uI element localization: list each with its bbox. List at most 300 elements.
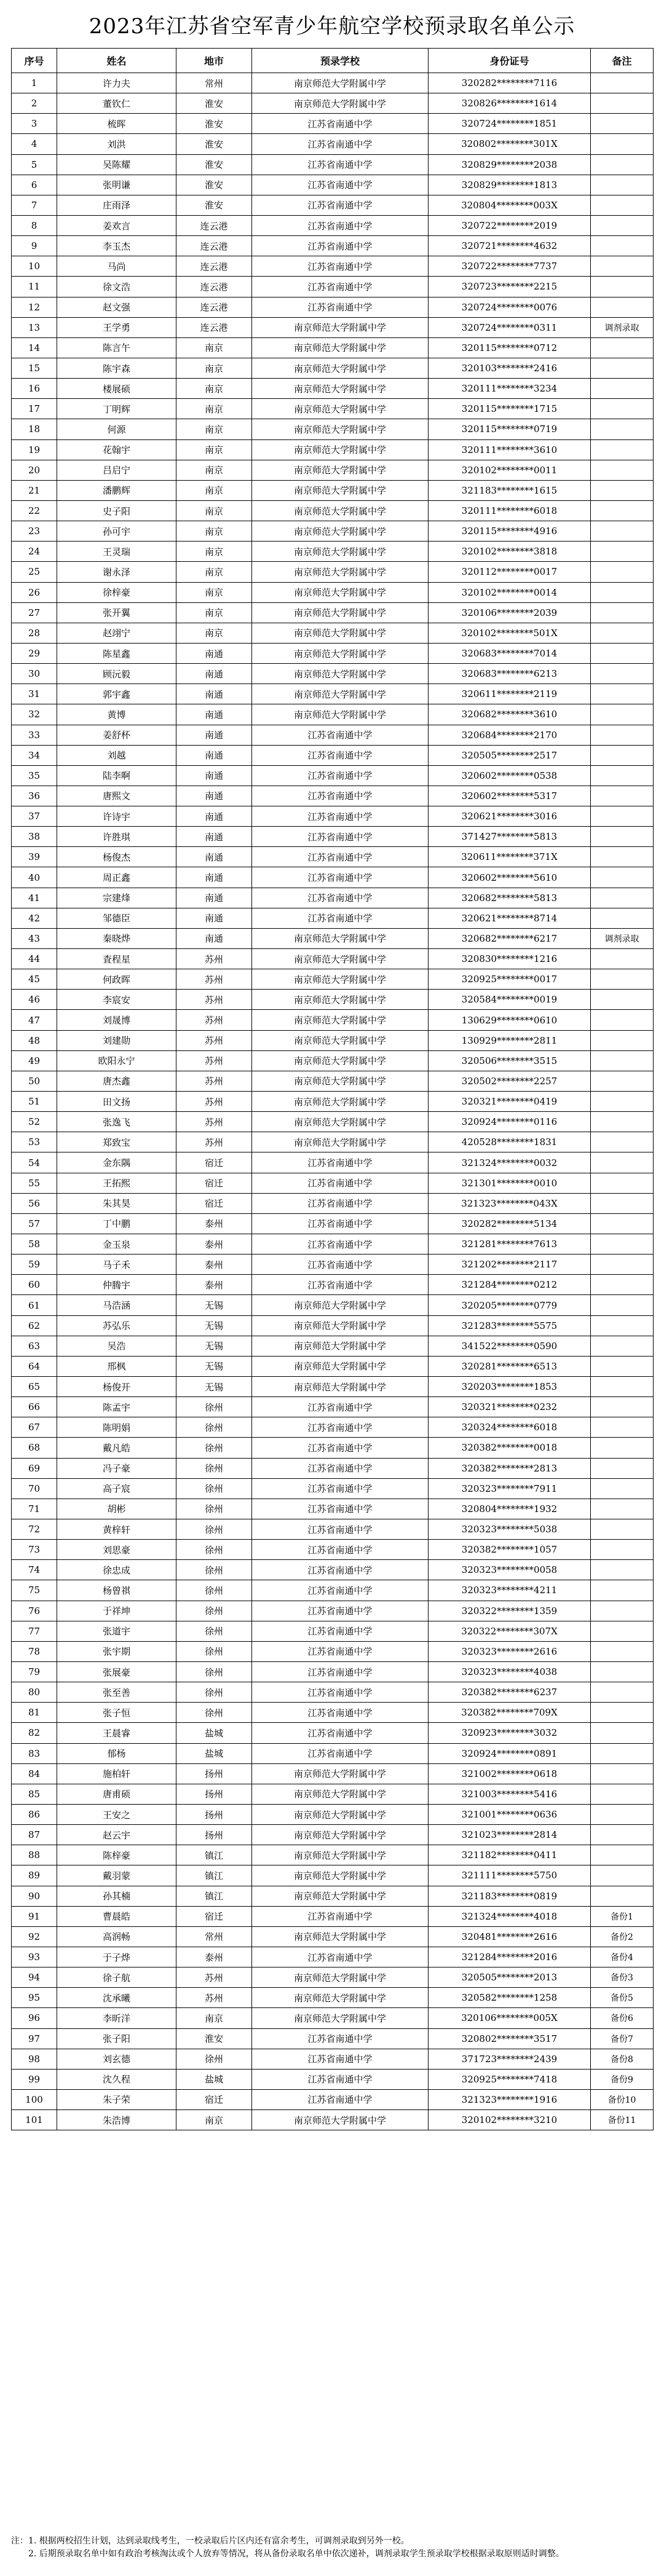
cell-id: 320826********1614 <box>429 93 591 114</box>
cell-city: 苏州 <box>176 1092 252 1112</box>
cell-id: 320115********0712 <box>429 337 591 358</box>
cell-no: 47 <box>12 1010 57 1030</box>
cell-school: 江苏省南通中学 <box>252 236 429 256</box>
cell-city: 淮安 <box>176 154 252 175</box>
table-row <box>12 277 654 297</box>
cell-city: 镇江 <box>176 1845 252 1865</box>
table-row <box>12 1234 654 1255</box>
footnote-1: 注：1. 根据两校招生计划，达到录取线考生，一校录取后片区内还有富余考生，可调剂录取到另外一校。 <box>11 2536 409 2546</box>
cell-school: 江苏省南通中学 <box>252 1417 429 1438</box>
cell-name: 陈星鑫 <box>57 643 176 663</box>
cell-id: 320723********2215 <box>429 277 591 297</box>
cell-id: 320804********1932 <box>429 1499 591 1519</box>
cell-school: 江苏省南通中学 <box>252 1397 429 1417</box>
footnotes <box>11 2535 653 2561</box>
cell-school: 南京师范大学附属中学 <box>252 602 429 623</box>
cell-no: 29 <box>12 643 57 663</box>
cell-id: 321324********0032 <box>429 1152 591 1173</box>
cell-no: 61 <box>12 1295 57 1315</box>
cell-note <box>591 1092 654 1112</box>
cell-name: 杨俊杰 <box>57 847 176 867</box>
cell-name: 吴陈耀 <box>57 154 176 175</box>
table-row <box>12 2069 654 2089</box>
cell-city: 连云港 <box>176 297 252 317</box>
cell-id: 320923********3032 <box>429 1723 591 1743</box>
table-row <box>12 765 654 786</box>
cell-school: 南京师范大学附属中学 <box>252 664 429 684</box>
cell-id: 321323********1916 <box>429 2089 591 2109</box>
cell-city: 镇江 <box>176 1865 252 1886</box>
cell-city: 南通 <box>176 664 252 684</box>
cell-note <box>591 358 654 378</box>
cell-name: 唐杰鑫 <box>57 1071 176 1091</box>
cell-no: 65 <box>12 1377 57 1397</box>
cell-school: 南京师范大学附属中学 <box>252 1804 429 1824</box>
cell-name: 张明谦 <box>57 175 176 195</box>
cell-id: 320323********7911 <box>429 1478 591 1499</box>
cell-id: 321323********043X <box>429 1193 591 1213</box>
cell-school: 南京师范大学附属中学 <box>252 460 429 480</box>
cell-name: 王灵瑞 <box>57 542 176 562</box>
table-row <box>12 2110 654 2130</box>
cell-id: 371427********5813 <box>429 827 591 847</box>
cell-id: 320382********6237 <box>429 1682 591 1703</box>
cell-note <box>591 867 654 888</box>
cell-id: 320111********3234 <box>429 379 591 399</box>
cell-name: 唐甫硕 <box>57 1784 176 1804</box>
cell-name: 曹晨皓 <box>57 1906 176 1926</box>
table-row <box>12 1621 654 1641</box>
cell-note <box>591 1071 654 1091</box>
cell-note <box>591 847 654 867</box>
cell-note <box>591 1458 654 1478</box>
cell-no: 89 <box>12 1865 57 1886</box>
cell-name: 张至善 <box>57 1682 176 1703</box>
cell-no: 72 <box>12 1519 57 1539</box>
cell-id: 320724********0311 <box>429 317 591 337</box>
cell-id: 320323********0058 <box>429 1560 591 1580</box>
cell-school: 南京师范大学附属中学 <box>252 93 429 114</box>
cell-id: 320602********0538 <box>429 765 591 786</box>
cell-name: 欧阳永宁 <box>57 1050 176 1071</box>
table-row <box>12 1641 654 1661</box>
cell-city: 苏州 <box>176 1132 252 1152</box>
cell-name: 高润畅 <box>57 1926 176 1947</box>
table-row <box>12 195 654 215</box>
cell-id: 320115********1715 <box>429 399 591 419</box>
cell-name: 刘晟博 <box>57 1010 176 1030</box>
cell-id: 320830********1216 <box>429 949 591 969</box>
cell-city: 徐州 <box>176 1560 252 1580</box>
cell-name: 秦晓烨 <box>57 928 176 948</box>
cell-name: 姜舒杯 <box>57 725 176 745</box>
cell-id: 320802********301X <box>429 134 591 154</box>
cell-city: 连云港 <box>176 256 252 277</box>
cell-note <box>591 500 654 521</box>
cell-id: 321183********1615 <box>429 480 591 500</box>
cell-note <box>591 1703 654 1723</box>
cell-school: 江苏省南通中学 <box>252 1682 429 1703</box>
table-row <box>12 1377 654 1397</box>
cell-note <box>591 1804 654 1824</box>
cell-no: 66 <box>12 1397 57 1417</box>
cell-school: 江苏省南通中学 <box>252 725 429 745</box>
cell-school: 江苏省南通中学 <box>252 2028 429 2049</box>
cell-city: 常州 <box>176 73 252 93</box>
cell-name: 郁杨 <box>57 1743 176 1763</box>
table-row <box>12 297 654 317</box>
cell-note <box>591 1377 654 1397</box>
cell-city: 南京 <box>176 439 252 460</box>
cell-id: 320112********0017 <box>429 562 591 582</box>
cell-note <box>591 1234 654 1255</box>
cell-school: 江苏省南通中学 <box>252 297 429 317</box>
cell-id: 321182********0411 <box>429 1845 591 1865</box>
table-row <box>12 1315 654 1336</box>
table-row <box>12 1275 654 1295</box>
cell-id: 320323********4038 <box>429 1661 591 1682</box>
table-row <box>12 1967 654 1988</box>
table-row <box>12 2049 654 2069</box>
cell-note <box>591 765 654 786</box>
cell-school: 江苏省南通中学 <box>252 1193 429 1213</box>
cell-id: 320722********2019 <box>429 215 591 235</box>
header-id: 身份证号 <box>429 49 591 73</box>
cell-no: 48 <box>12 1030 57 1050</box>
cell-name: 吴浩 <box>57 1336 176 1356</box>
table-row <box>12 154 654 175</box>
cell-no: 37 <box>12 806 57 827</box>
cell-city: 泰州 <box>176 1275 252 1295</box>
cell-name: 许胜琪 <box>57 827 176 847</box>
cell-school: 南京师范大学附属中学 <box>252 1092 429 1112</box>
cell-school: 江苏省南通中学 <box>252 1540 429 1560</box>
cell-school: 南京师范大学附属中学 <box>252 317 429 337</box>
cell-school: 江苏省南通中学 <box>252 1723 429 1743</box>
cell-name: 张展豪 <box>57 1661 176 1682</box>
cell-name: 徐梓豪 <box>57 582 176 602</box>
cell-school: 江苏省南通中学 <box>252 765 429 786</box>
cell-no: 40 <box>12 867 57 888</box>
cell-city: 南通 <box>176 827 252 847</box>
table-row <box>12 1661 654 1682</box>
cell-school: 江苏省南通中学 <box>252 888 429 908</box>
cell-school: 南京师范大学附属中学 <box>252 1988 429 2008</box>
cell-name: 花翰宇 <box>57 439 176 460</box>
cell-name: 张子恒 <box>57 1703 176 1723</box>
cell-no: 27 <box>12 602 57 623</box>
table-row <box>12 1825 654 1845</box>
cell-note <box>591 602 654 623</box>
cell-name: 高子宸 <box>57 1478 176 1499</box>
cell-city: 徐州 <box>176 1478 252 1499</box>
cell-id: 320924********0116 <box>429 1112 591 1132</box>
cell-note <box>591 990 654 1010</box>
cell-city: 南京 <box>176 358 252 378</box>
cell-note <box>591 297 654 317</box>
cell-id: 321281********7613 <box>429 1234 591 1255</box>
cell-city: 南京 <box>176 500 252 521</box>
cell-no: 39 <box>12 847 57 867</box>
cell-no: 64 <box>12 1356 57 1376</box>
cell-id: 320682********5813 <box>429 888 591 908</box>
cell-name: 张宇期 <box>57 1641 176 1661</box>
cell-name: 杨曾祺 <box>57 1580 176 1601</box>
cell-no: 85 <box>12 1784 57 1804</box>
cell-name: 周正鑫 <box>57 867 176 888</box>
table-row <box>12 1295 654 1315</box>
cell-city: 盐城 <box>176 2069 252 2089</box>
table-row <box>12 1947 654 1967</box>
cell-id: 320502********2257 <box>429 1071 591 1091</box>
cell-name: 邹德臣 <box>57 908 176 928</box>
table-row <box>12 1417 654 1438</box>
cell-school: 江苏省南通中学 <box>252 1743 429 1763</box>
cell-school: 南京师范大学附属中学 <box>252 1926 429 1947</box>
cell-city: 南通 <box>176 684 252 704</box>
cell-name: 史子阳 <box>57 500 176 521</box>
cell-school: 江苏省南通中学 <box>252 867 429 888</box>
cell-id: 320582********1258 <box>429 1988 591 2008</box>
cell-city: 无锡 <box>176 1336 252 1356</box>
cell-name: 黄梓轩 <box>57 1519 176 1539</box>
cell-note <box>591 1193 654 1213</box>
table-row <box>12 725 654 745</box>
cell-note <box>591 1478 654 1499</box>
cell-id: 320382********0018 <box>429 1438 591 1458</box>
cell-city: 淮安 <box>176 175 252 195</box>
table-row <box>12 1499 654 1519</box>
cell-school: 江苏省南通中学 <box>252 1173 429 1193</box>
cell-name: 郭宇鑫 <box>57 684 176 704</box>
table-row <box>12 419 654 439</box>
cell-note <box>591 827 654 847</box>
cell-school: 南京师范大学附属中学 <box>252 337 429 358</box>
table-row <box>12 1213 654 1234</box>
cell-id: 320481********2616 <box>429 1926 591 1947</box>
cell-city: 南京 <box>176 562 252 582</box>
cell-name: 郑致宝 <box>57 1132 176 1152</box>
cell-name: 许诗宇 <box>57 806 176 827</box>
cell-id: 320321********0232 <box>429 1397 591 1417</box>
cell-no: 91 <box>12 1906 57 1926</box>
cell-school: 江苏省南通中学 <box>252 1478 429 1499</box>
table-row <box>12 175 654 195</box>
table-row <box>12 1071 654 1091</box>
cell-city: 南通 <box>176 908 252 928</box>
cell-id: 320724********0076 <box>429 297 591 317</box>
cell-city: 苏州 <box>176 1967 252 1988</box>
cell-city: 南通 <box>176 806 252 827</box>
cell-id: 320281********6513 <box>429 1356 591 1376</box>
cell-no: 23 <box>12 521 57 542</box>
cell-city: 镇江 <box>176 1886 252 1906</box>
table-row <box>12 460 654 480</box>
cell-city: 南京 <box>176 337 252 358</box>
cell-id: 320722********7737 <box>429 256 591 277</box>
cell-school: 南京师范大学附属中学 <box>252 643 429 663</box>
cell-no: 38 <box>12 827 57 847</box>
cell-id: 320584********0019 <box>429 990 591 1010</box>
cell-note <box>591 969 654 990</box>
cell-name: 徐文浩 <box>57 277 176 297</box>
cell-no: 2 <box>12 93 57 114</box>
cell-school: 江苏省南通中学 <box>252 195 429 215</box>
header-city: 地市 <box>176 49 252 73</box>
cell-city: 南京 <box>176 623 252 643</box>
cell-id: 320324********6018 <box>429 1417 591 1438</box>
table-row <box>12 73 654 93</box>
cell-id: 320684********2170 <box>429 725 591 745</box>
cell-id: 321284********0212 <box>429 1275 591 1295</box>
cell-city: 淮安 <box>176 2028 252 2049</box>
cell-school: 江苏省南通中学 <box>252 1621 429 1641</box>
cell-name: 王安之 <box>57 1804 176 1824</box>
cell-no: 11 <box>12 277 57 297</box>
cell-city: 南通 <box>176 847 252 867</box>
cell-school: 江苏省南通中学 <box>252 277 429 297</box>
table-row <box>12 1784 654 1804</box>
cell-name: 杨俊开 <box>57 1377 176 1397</box>
cell-city: 淮安 <box>176 195 252 215</box>
cell-id: 320682********3610 <box>429 704 591 725</box>
cell-no: 35 <box>12 765 57 786</box>
cell-name: 潘鹏辉 <box>57 480 176 500</box>
cell-school: 江苏省南通中学 <box>252 1213 429 1234</box>
cell-city: 无锡 <box>176 1295 252 1315</box>
cell-name: 苏弘乐 <box>57 1315 176 1336</box>
cell-school: 江苏省南通中学 <box>252 134 429 154</box>
cell-no: 63 <box>12 1336 57 1356</box>
cell-city: 宿迁 <box>176 1906 252 1926</box>
cell-no: 51 <box>12 1092 57 1112</box>
cell-id: 130629********0610 <box>429 1010 591 1030</box>
cell-name: 马子禾 <box>57 1255 176 1275</box>
cell-school: 南京师范大学附属中学 <box>252 1315 429 1336</box>
cell-id: 320382********2813 <box>429 1458 591 1478</box>
cell-name: 宗建烽 <box>57 888 176 908</box>
cell-note: 调剂录取 <box>591 928 654 948</box>
footnote-2: 2. 后期预录取名单中如有政治考核淘汰或个人放弃等情况，将从备份录取名单中依次递补，调剂录取学生预录取学校根据录取原则适时调整。 <box>28 2549 564 2559</box>
cell-school: 南京师范大学附属中学 <box>252 1845 429 1865</box>
cell-note <box>591 908 654 928</box>
table-row <box>12 806 654 827</box>
cell-school: 江苏省南通中学 <box>252 256 429 277</box>
cell-name: 戴凡皓 <box>57 1438 176 1458</box>
cell-id: 320621********8714 <box>429 908 591 928</box>
cell-school: 南京师范大学附属中学 <box>252 623 429 643</box>
cell-id: 320682********6217 <box>429 928 591 948</box>
cell-school: 南京师范大学附属中学 <box>252 358 429 378</box>
cell-id: 320602********5610 <box>429 867 591 888</box>
cell-note <box>591 1112 654 1132</box>
cell-name: 査程星 <box>57 949 176 969</box>
cell-city: 南京 <box>176 480 252 500</box>
cell-no: 84 <box>12 1763 57 1784</box>
cell-city: 南京 <box>176 542 252 562</box>
cell-school: 江苏省南通中学 <box>252 1906 429 1926</box>
cell-name: 陈梓豪 <box>57 1845 176 1865</box>
cell-note <box>591 1580 654 1601</box>
cell-no: 50 <box>12 1071 57 1091</box>
cell-note: 备份5 <box>591 1988 654 2008</box>
cell-school: 南京师范大学附属中学 <box>252 439 429 460</box>
cell-no: 93 <box>12 1947 57 1967</box>
cell-name: 李玉杰 <box>57 236 176 256</box>
table-row <box>12 1743 654 1763</box>
cell-school: 江苏省南通中学 <box>252 1641 429 1661</box>
cell-name: 金东隅 <box>57 1152 176 1173</box>
table-row <box>12 1763 654 1784</box>
cell-city: 宿迁 <box>176 1193 252 1213</box>
cell-city: 苏州 <box>176 1112 252 1132</box>
table-row <box>12 337 654 358</box>
cell-id: 321284********2016 <box>429 1947 591 1967</box>
cell-id: 320621********3016 <box>429 806 591 827</box>
cell-id: 320103********2416 <box>429 358 591 378</box>
cell-note <box>591 1132 654 1152</box>
cell-city: 盐城 <box>176 1743 252 1763</box>
cell-note <box>591 1519 654 1539</box>
cell-id: 320724********1851 <box>429 114 591 134</box>
cell-no: 101 <box>12 2110 57 2130</box>
table-row <box>12 847 654 867</box>
table-row <box>12 114 654 134</box>
cell-name: 张逸飞 <box>57 1112 176 1132</box>
table-row <box>12 379 654 399</box>
cell-no: 46 <box>12 990 57 1010</box>
cell-no: 4 <box>12 134 57 154</box>
cell-no: 76 <box>12 1601 57 1621</box>
cell-name: 张子阳 <box>57 2028 176 2049</box>
cell-id: 320102********501X <box>429 623 591 643</box>
cell-no: 98 <box>12 2049 57 2069</box>
cell-city: 泰州 <box>176 1234 252 1255</box>
cell-no: 92 <box>12 1926 57 1947</box>
cell-name: 唐熙文 <box>57 786 176 806</box>
cell-name: 徐忠成 <box>57 1560 176 1580</box>
cell-id: 320282********7116 <box>429 73 591 93</box>
cell-note: 备份8 <box>591 2049 654 2069</box>
cell-note <box>591 1825 654 1845</box>
cell-note <box>591 1213 654 1234</box>
cell-school: 江苏省南通中学 <box>252 908 429 928</box>
cell-name: 丁明辉 <box>57 399 176 419</box>
cell-name: 姜欢言 <box>57 215 176 235</box>
cell-name: 王晨睿 <box>57 1723 176 1743</box>
cell-city: 苏州 <box>176 1050 252 1071</box>
cell-no: 86 <box>12 1804 57 1824</box>
table-row <box>12 786 654 806</box>
cell-no: 53 <box>12 1132 57 1152</box>
cell-no: 9 <box>12 236 57 256</box>
cell-no: 62 <box>12 1315 57 1336</box>
cell-note <box>591 1152 654 1173</box>
cell-city: 南京 <box>176 419 252 439</box>
cell-city: 连云港 <box>176 215 252 235</box>
cell-note <box>591 1601 654 1621</box>
cell-city: 南通 <box>176 867 252 888</box>
cell-note: 备份9 <box>591 2069 654 2089</box>
cell-name: 刘玄德 <box>57 2049 176 2069</box>
table-row <box>12 1703 654 1723</box>
cell-id: 320322********1359 <box>429 1601 591 1621</box>
table-row <box>12 1865 654 1886</box>
cell-no: 59 <box>12 1255 57 1275</box>
cell-name: 李昕洋 <box>57 2008 176 2028</box>
cell-note: 备份10 <box>591 2089 654 2109</box>
cell-city: 南京 <box>176 2008 252 2028</box>
